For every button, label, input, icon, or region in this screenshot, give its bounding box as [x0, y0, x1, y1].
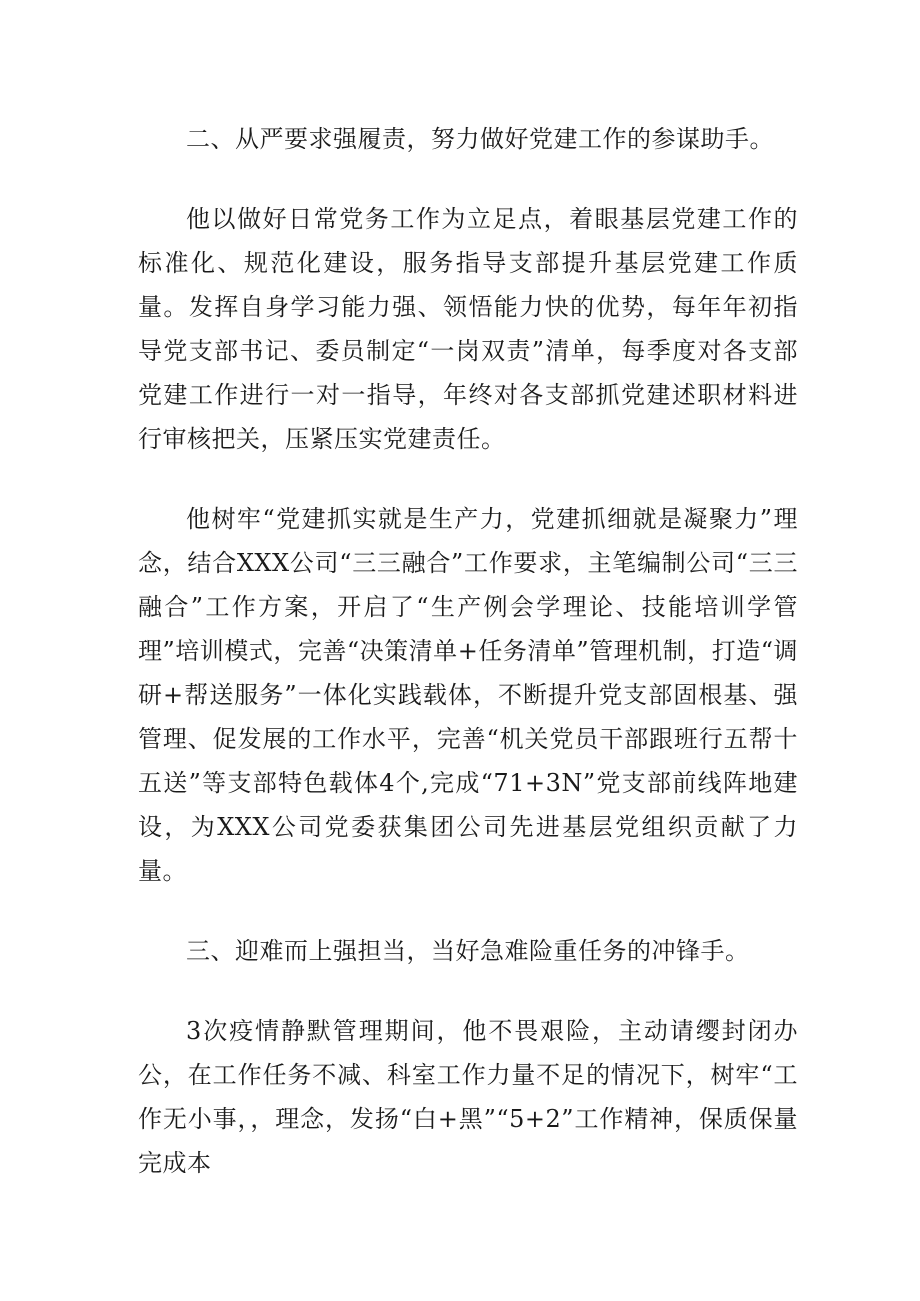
section-3-heading: 三、迎难而上强担当，当好急难险重任务的冲锋手。	[186, 937, 750, 965]
section-3-paragraph-1: 3次疫情静默管理期间，他不畏艰险，主动请缨封闭办公，在工作任务不减、科室工作力量不足的情况下，树牢“工作无小事，，理念，发扬“白+黑”“5+2”工作精神，保质保量完成本	[138, 1017, 798, 1177]
section-2-paragraph-2: 他树牢“党建抓实就是生产力，党建抓细就是凝聚力”理念，结合XXX公司“三三融合”工作要求，主笔编制公司“三三融合”工作方案，开启了“生产例会学理论、技能培训学管理”培训模式，完善“决策清单+任务清单”管理机制，打造“调研+帮送服务”一体化实践载体，不断提升党支部固根基、强管理、促发展的工作水平，完善“机关党员干部跟班行五帮十五送”等支部特色载体4个,完成“71+3N”党支部前线阵地建设，为XXX公司党委获集团公司先进基层党组织贡献了力量。	[138, 505, 798, 885]
section-2-heading: 二、从严要求强履责，努力做好党建工作的参谋助手。	[186, 125, 774, 153]
document-body	[138, 117, 798, 1185]
section-2-paragraph-1: 他以做好日常党务工作为立足点，着眼基层党建工作的标准化、规范化建设，服务指导支部提升基层党建工作质量。发挥自身学习能力强、领悟能力快的优势，每年年初指导党支部书记、委员制定“一岗双责”清单，每季度对各支部党建工作进行一对一指导，年终对各支部抓党建述职材料进行审核把关，压紧压实党建责任。	[138, 205, 798, 453]
